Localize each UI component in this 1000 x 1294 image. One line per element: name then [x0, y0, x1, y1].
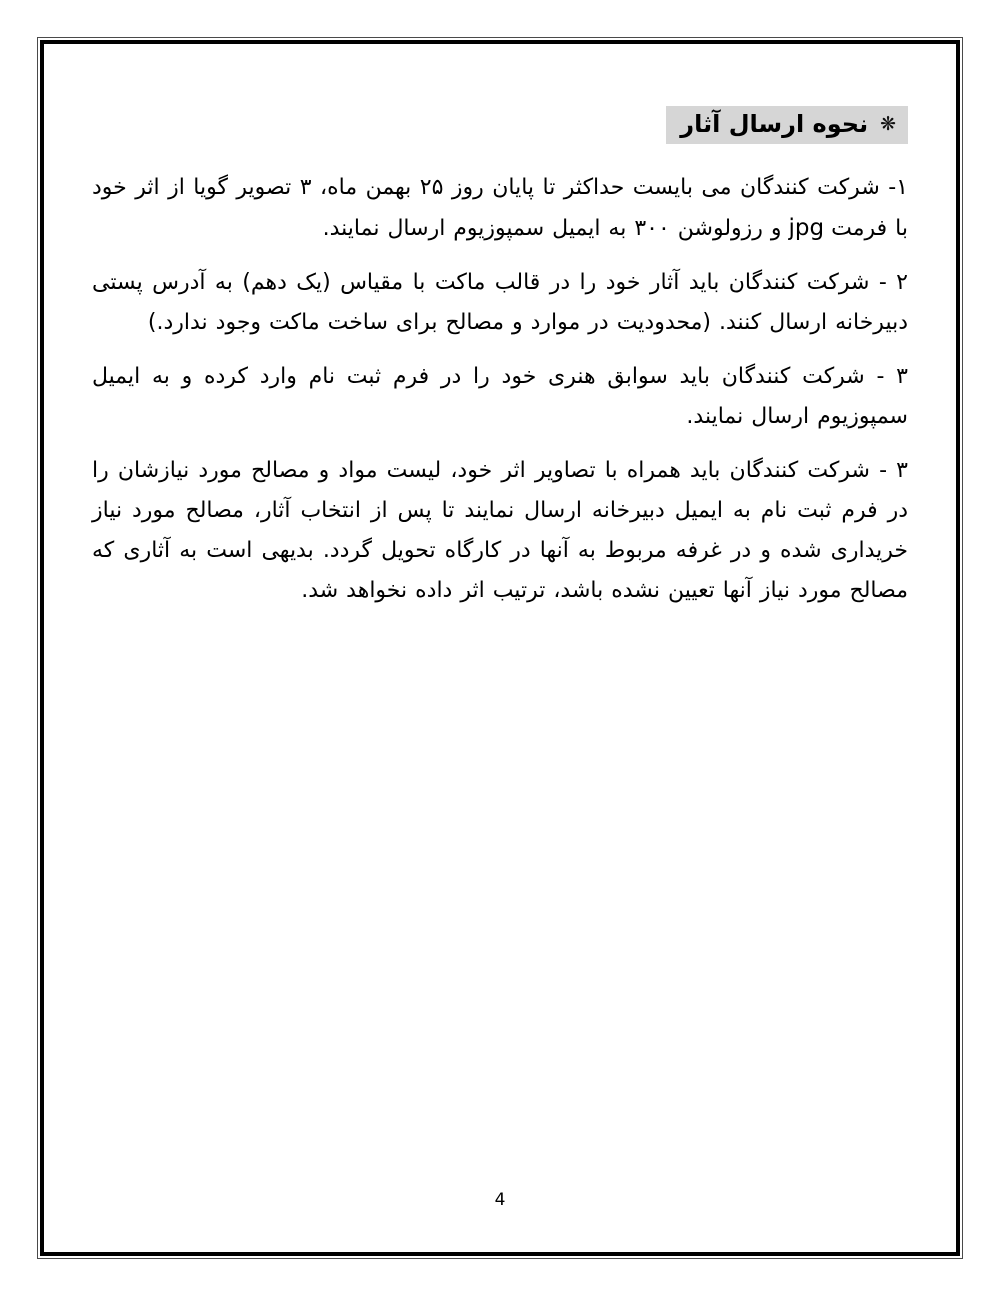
- page-content: [92, 106, 908, 625]
- paragraph-text: و رزولوشن ۳۰۰ به ایمیل سمپوزیوم ارسال نمایند.: [322, 216, 782, 242]
- page-border-frame: [40, 40, 960, 1256]
- section-heading-line: [92, 106, 908, 144]
- paragraph-materials-list: ۳ - شرکت کنندگان باید همراه با تصاویر اثر خود، لیست مواد و مصالح مورد نیازشان را در فرم ثبت نام به ایمیل دبیرخانه ارسال نمایند تا پس از انتخاب آثار، مصالح مورد نیاز خریداری شده و در غرفه مربوط به آنها در کارگاه تحویل گردد. بدیهی است به آثاری که مصالح مورد نیاز آنها تعیین نشده باشد، ترتیب اثر داده نخواهد شد.: [92, 458, 908, 604]
- asterisk-icon: ❋: [880, 113, 896, 135]
- section-heading-highlight: [666, 106, 908, 144]
- paragraph-artistic-records: ۳ - شرکت کنندگان باید سوابق هنری خود را در فرم ثبت نام وارد کرده و به ایمیل سمپوزیوم ارسال نمایند.: [92, 364, 908, 430]
- paragraph-text: ۱- شرکت کنندگان می بایست حداکثر تا پایان روز ۲۵ بهمن ماه، ۳ تصویر گویا از اثر خود با فرمت: [92, 175, 908, 242]
- page-number: 4: [494, 1190, 506, 1210]
- paragraph-submission-deadline: [92, 168, 908, 249]
- section-heading-title: نحوه ارسال آثار: [680, 110, 869, 138]
- file-format-term: jpg: [788, 215, 825, 242]
- paragraph-maquette-requirement: ۲ - شرکت کنندگان باید آثار خود را در قالب ماکت با مقیاس (یک دهم) به آدرس پستی دبیرخانه ارسال کنند. (محدودیت در موارد و مصالح برای ساخت ماکت وجود ندارد.): [92, 270, 908, 336]
